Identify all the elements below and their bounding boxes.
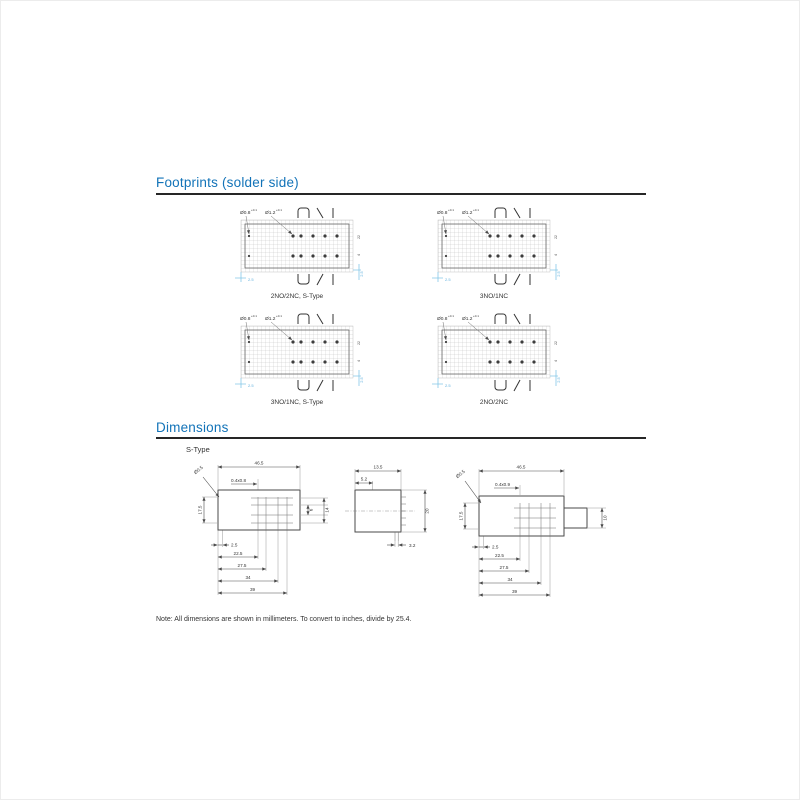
dim-rear-pin-hole: Ø0.5 [454,468,466,480]
dimensions-heading: Dimensions [156,420,229,435]
dimensions-heading-rule [156,437,646,439]
connector-tab-outline [564,508,587,528]
dim-rear-chain-4: 34 [507,577,513,582]
footprints-grid [221,204,588,406]
footprint-diagram [418,310,588,398]
dim-rear-chain-3: 27.5 [499,565,509,570]
dim-rear-chain-1: 2.5 [492,544,499,550]
hole-small-tolerance: +0.1 [251,208,257,212]
dim-rear-pin-cross-section: 0.4x0.9 [495,482,511,487]
dim-rear-chain-2: 22.5 [495,553,504,558]
footprints-heading: Footprints (solder side) [156,175,299,190]
rear-view-drawing [454,453,619,613]
footprints-heading-rule [156,193,646,195]
hole-large-tolerance: +0.1 [276,208,282,212]
hole-large-label: Ø1.2 [462,211,473,216]
variant-label: S-Type [186,445,210,454]
units-note: Note: All dimensions are shown in millimeters. To convert to inches, divide by 25.4. [156,616,412,623]
dim-tab-height: 10 [602,515,608,521]
hole-small-label: Ø0.8 [240,211,251,216]
hole-large-tolerance: +0.1 [473,208,479,212]
pitch-x-label: 2.5 [248,277,254,282]
pitch-y-label: 2.5 [359,271,364,277]
footprint [221,204,391,300]
hole-large-label: Ø1.2 [462,317,473,322]
dim-chain-3: 27.5 [237,563,247,568]
pitch-x-label: 2.5 [248,383,254,388]
footprint-diagram [221,204,391,292]
side-dim-bottom: 4 [554,254,558,256]
pitch-y-label: 2.5 [556,271,561,277]
dim-pin-length: 3.2 [409,543,416,548]
hole-small-label: Ø0.8 [437,211,448,216]
footprint [221,310,391,406]
footprint-diagram [418,204,588,292]
relay-body-outline [218,490,300,530]
hole-large-label: Ø1.2 [265,317,276,322]
hole-large-label: Ø1.2 [265,211,276,216]
dim-side-body-height: 20 [424,508,430,514]
dim-chain-2: 22.5 [233,551,243,556]
dim-pin-cross-section: 0.4x0.8 [231,478,247,483]
footprint-caption: 3NO/1NC, S-Type [270,399,324,406]
side-dim-top: 22 [357,341,361,345]
hole-large-tolerance: +0.1 [473,314,479,318]
dim-pin-row-gap-outer: 14 [324,507,330,513]
dim-body-height: 17.5 [197,505,203,515]
pitch-x-label: 2.5 [445,277,451,282]
pitch-y-label: 2.5 [359,377,364,383]
pitch-y-label: 2.5 [556,377,561,383]
dim-pin-hole: Ø0.5 [192,464,204,476]
side-dim-bottom: 4 [357,254,361,256]
dim-pin-row-gap-inner: 6 [308,508,314,512]
hole-small-label: Ø0.8 [240,317,251,322]
dim-chain-4: 34 [245,575,251,580]
side-dim-bottom: 4 [554,360,558,362]
side-dim-top: 22 [357,235,361,239]
footprint-diagram [221,310,391,398]
side-view-drawing [337,453,447,613]
footprint [418,310,588,406]
footprint-caption: 3NO/1NC [479,293,509,300]
dim-pin-offset: 5.2 [360,476,368,482]
side-dim-bottom: 4 [357,360,361,362]
side-dim-top: 22 [554,341,558,345]
dim-overall-depth: 13.5 [373,464,383,470]
footprint-caption: 2NO/2NC [479,399,509,406]
footprint-caption: 2NO/2NC, S-Type [270,293,324,300]
footprint [418,204,588,300]
dim-rear-body-height: 17.5 [458,511,464,521]
side-dim-top: 22 [554,235,558,239]
dim-overall-width: 46.5 [254,460,264,466]
dim-rear-overall-width: 46.5 [516,464,526,470]
hole-small-tolerance: +0.1 [448,208,454,212]
hole-small-tolerance: +0.1 [448,314,454,318]
hole-small-label: Ø0.8 [437,317,448,322]
hole-small-tolerance: +0.1 [251,314,257,318]
front-view-drawing [191,453,341,613]
dim-chain-1: 2.5 [231,542,238,548]
hole-large-tolerance: +0.1 [276,314,282,318]
dim-rear-chain-5: 39 [511,589,518,594]
relay-body-outline-rear [479,496,564,536]
pitch-x-label: 2.5 [445,383,451,388]
dim-chain-5: 39 [249,587,256,592]
